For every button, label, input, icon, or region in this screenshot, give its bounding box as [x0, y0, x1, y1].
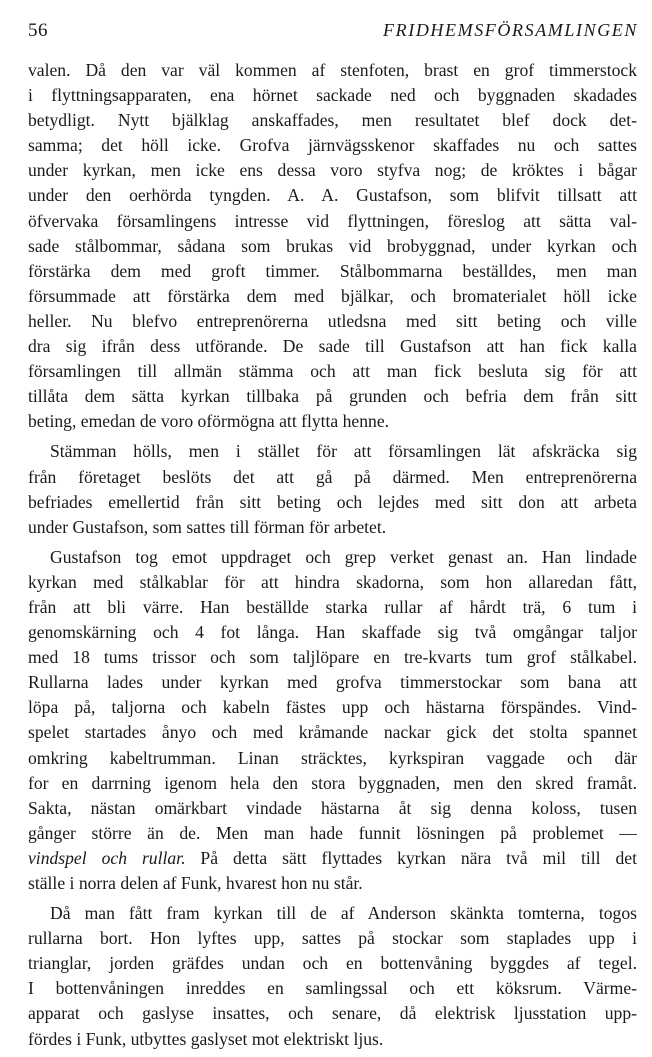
text-line: dra sig ifrån dess utförande. De sade till Gustafson att han fick kalla: [28, 336, 637, 357]
text-line: ställe i norra delen af Funk, hvarest hon nu står.: [28, 873, 363, 893]
text-line: genomskärning och 4 fot långa. Han skaffade sig två omgångar taljor: [28, 622, 637, 643]
text-line: från att bli värre. Han beställde starka rullar af hårdt trä, 6 tum i: [28, 596, 637, 617]
text-line: Stämman hölls, men i stället för att församlingen lät afskräcka sig: [50, 441, 637, 462]
text-line: trianglar, jorden gräfdes undan och en bottenvåning byggdes af tegel.: [28, 953, 637, 974]
text-line: försummade att förstärka dem med bjälkar, och bromaterialet höll icke: [28, 285, 637, 306]
text-line: for en darrning igenom hela den stora byggnaden, men den skred framåt.: [28, 772, 637, 793]
text-line: Då man fått fram kyrkan till de af Anderson skänkta tomterna, togos: [50, 903, 637, 924]
text-line: betydligt. Nytt bjälklag anskaffades, men resultatet blef dock det-: [28, 110, 637, 131]
text-line: kyrkan med stålkablar för att hindra skadorna, som hon allaredan fått,: [28, 571, 637, 592]
text-line: apparat och gaslyse insattes, och senare, då elektrisk ljusstation upp-: [28, 1003, 637, 1024]
text-line: gånger större än de. Men man hade funnit lösningen på problemet —: [28, 822, 637, 843]
text-line: Gustafson tog emot uppdraget och grep verket genast an. Han lindade: [50, 546, 637, 567]
text-line: heller. Nu blefvo entreprenörerna utledsna med sitt beting och ville: [28, 310, 637, 331]
text-line: fördes i Funk, utbyttes gaslyset mot elektriskt ljus.: [28, 1028, 384, 1049]
paragraph-1: [28, 58, 637, 434]
text-line: sade stålbommar, sådana som brukas vid brobyggnad, under kyrkan och: [28, 235, 637, 256]
text-line: omkring kabeltrumman. Linan sträcktes, kyrkspiran vaggade och där: [28, 747, 637, 768]
paragraph-2: [28, 439, 637, 539]
text-line: Rullarna lades under kyrkan med grofva timmerstockar som bana att: [28, 672, 637, 693]
text-line: samma; det höll icke. Grofva järnvägsskenor skaffades nu och sattes: [28, 135, 637, 156]
text-line: I bottenvåningen inreddes en samlingssal och ett köksrum. Värme-: [28, 978, 637, 999]
page-header: [28, 14, 638, 44]
text-line: från företaget beslöts det att gå på därmed. Men entreprenörerna: [28, 466, 637, 487]
text-line: Sakta, nästan omärkbart vindade hästarna åt sig denna koloss, tusen: [28, 797, 637, 818]
text-line: under Gustafson, som sattes till förman för arbetet.: [28, 516, 387, 537]
page-body: [28, 58, 637, 1057]
text-line-rest: På detta sätt flyttades kyrkan nära två mil till det: [185, 847, 637, 868]
paragraph-3: [28, 545, 637, 896]
text-line: spelet startades ånyo och med kråmande nackar gick det stolta spannet: [28, 722, 637, 743]
text-line: tillåta dem sätta kyrkan tillbaka på grunden och befria dem från sitt: [28, 386, 637, 407]
text-line: församlingen till allmän stämma och att man fick besluta sig för att: [28, 361, 637, 382]
text-line: valen. Då den var väl kommen af stenfoten, brast en grof timmerstock: [28, 60, 637, 80]
paragraph-4: [28, 901, 637, 1052]
text-line: i flyttningsapparaten, ena hörnet sackade ned och byggnaden skadades: [28, 85, 637, 106]
text-line: under den oerhörda tyngden. A. A. Gustafson, som blifvit tillsatt att: [28, 185, 637, 206]
italic-phrase: vindspel och rullar.: [28, 847, 186, 868]
running-head: FRIDHEMSFÖRSAMLINGEN: [383, 20, 638, 40]
text-line: förstärka dem med groft timmer. Stålbommarna beställdes, men man: [28, 260, 637, 281]
text-line: öfvervaka församlingens intresse vid flyttningen, föreslog att sätta val-: [28, 210, 637, 231]
text-line-with-italic: [28, 846, 637, 871]
text-line: löpa på, taljorna och kabeln fästes upp och hästarna förspändes. Vind-: [28, 697, 637, 718]
text-line: beting, emedan de voro oförmögna att flytta henne.: [28, 411, 390, 432]
page-number: 56: [28, 20, 48, 41]
text-line: med 18 tums trissor och som taljlöpare en tre-kvarts tum grof stålkabel.: [28, 647, 637, 668]
text-line: rullarna bort. Hon lyftes upp, sattes på stockar som staplades upp i: [28, 928, 637, 949]
text-line: under kyrkan, men icke ens dessa voro styfva nog; de kröktes i bågar: [28, 160, 637, 181]
text-line: befriades emellertid från sitt beting och lejdes med sitt don att arbeta: [28, 491, 637, 512]
